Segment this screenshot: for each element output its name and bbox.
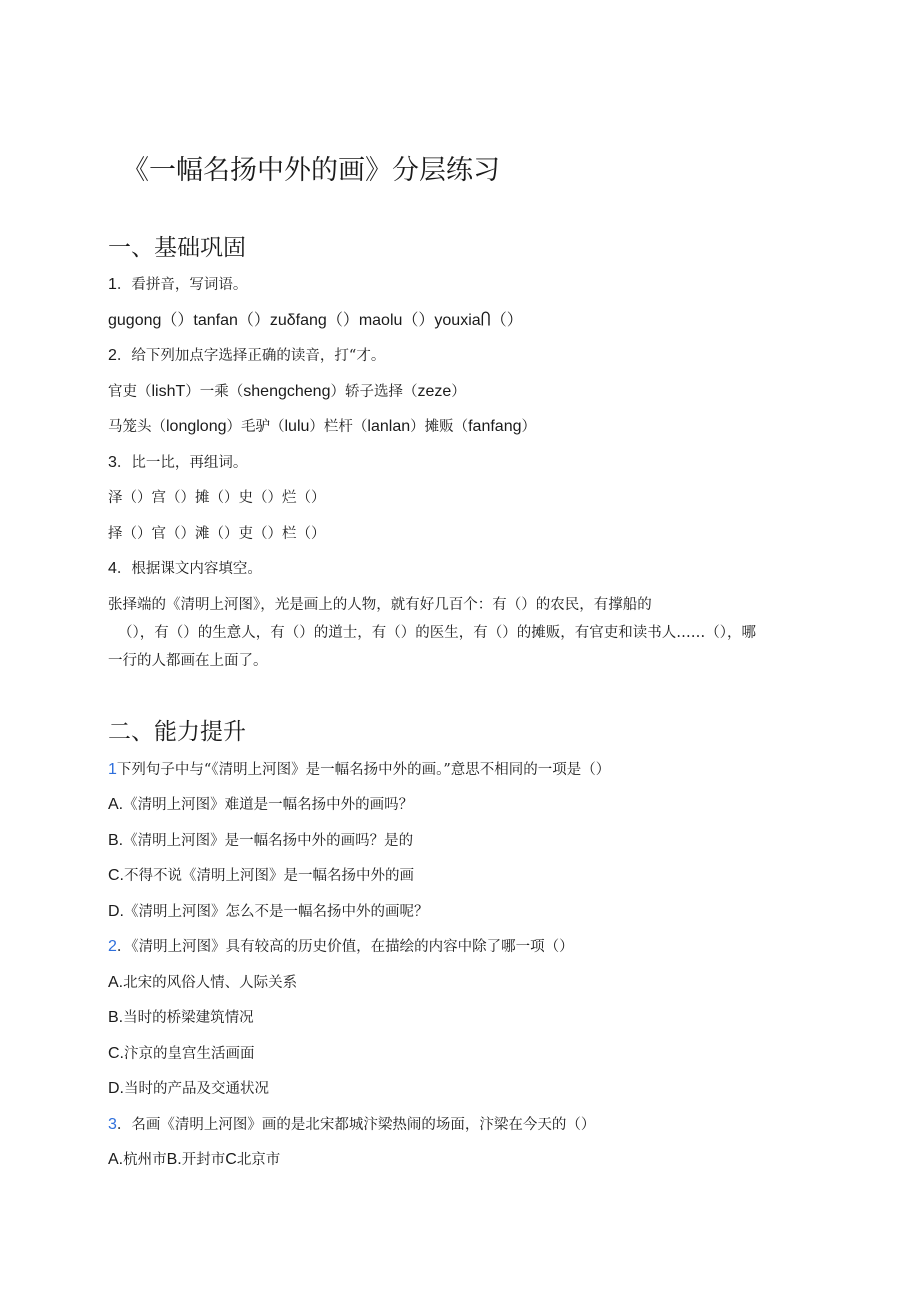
option-text: 北京市 — [236, 1152, 281, 1168]
option-letter: B. — [108, 1009, 124, 1026]
question-number: 1 — [108, 276, 117, 293]
word-text: ） — [451, 384, 466, 400]
question-text: ．名画《清明上河图》画的是北宋都城汴梁热闹的场面，汴梁在今天的（） — [116, 1117, 596, 1133]
question-2-3 — [108, 1115, 595, 1135]
pinyin-option: fanfang — [468, 418, 522, 435]
option-line-inline — [108, 1150, 280, 1170]
option-letter: A. — [108, 974, 124, 991]
option-letter: C — [225, 1151, 237, 1168]
option-text: 杭州市 — [123, 1152, 167, 1168]
section-heading-advanced: 二、能力提升 — [108, 719, 246, 745]
question-4 — [108, 559, 262, 579]
question-number: 2 — [108, 347, 117, 364]
option-letter: B. — [108, 832, 124, 849]
pinyin-option: lanlan — [367, 418, 411, 435]
option-text: 当时的产品及交通状况 — [124, 1081, 269, 1097]
word-text: ）轿子选择（ — [330, 384, 418, 400]
question-number: 1 — [108, 761, 117, 778]
option-line — [108, 1079, 269, 1099]
pinyin-blanks: gugong（）tanfan（）zuδfang（）maolu（）youxiaႶ（） — [108, 312, 523, 329]
question-3 — [108, 453, 247, 473]
option-text: 《清明上河图》难道是一幅名扬中外的画吗？ — [123, 797, 414, 813]
pinyin-option: lulu — [284, 418, 310, 435]
word-text: ）毛驴（ — [226, 419, 285, 435]
option-letter: D. — [108, 1080, 124, 1097]
option-text: 《清明上河图》怎么不是一幅名扬中外的画呢？ — [124, 904, 429, 920]
question-number: 2 — [108, 938, 117, 955]
word-text: ）栏杆（ — [309, 419, 368, 435]
question-text: ．比一比，再组词。 — [116, 455, 248, 471]
question-2 — [108, 346, 385, 366]
question-number: 3 — [108, 1116, 117, 1133]
option-text: 汴京的皇宫生活画面 — [124, 1046, 255, 1062]
option-line — [108, 1008, 254, 1028]
option-letter: D. — [108, 903, 124, 920]
word-text: ）一乘（ — [185, 384, 244, 400]
option-line — [108, 1044, 255, 1064]
option-line — [108, 902, 429, 922]
fill-blank-para-line-1: 张择端的《清明上河图》，光是画上的人物，就有好几百个：有（）的农民，有撑船的 — [108, 597, 652, 613]
page-title: 《一幅名扬中外的画》分层练习 — [122, 155, 500, 186]
option-line — [108, 973, 297, 993]
question-text: ．根据课文内容填空。 — [116, 561, 262, 577]
question-text: ．看拼音，写词语。 — [116, 277, 248, 293]
question-2-2 — [108, 937, 574, 957]
question-text: ．给下列加点字选择正确的读音，打“才。 — [116, 348, 386, 364]
option-letter: A. — [108, 796, 124, 813]
compare-line-2: 择（）官（）滩（）吏（）栏（） — [108, 526, 326, 542]
pinyin-option: shengcheng — [243, 383, 331, 400]
option-text: 北宋的风俗人情、人际关系 — [123, 975, 298, 991]
fill-blank-para-line-2: （），有（）的生意人，有（）的道士，有（）的医生，有（）的摊贩，有官吏和读书人……（），哪 — [118, 625, 756, 641]
question-number: 4 — [108, 560, 117, 577]
section-heading-basic: 一、基础巩固 — [108, 235, 246, 261]
word-text: 官吏（ — [108, 384, 152, 400]
word-text: ） — [521, 419, 536, 435]
compare-line-1: 泽（）宫（）摊（）史（）烂（） — [108, 490, 326, 506]
question-2-1 — [108, 760, 610, 780]
option-letter: C. — [108, 1045, 124, 1062]
question-1 — [108, 275, 247, 295]
option-line — [108, 795, 413, 815]
reading-choice-line-1 — [108, 382, 466, 402]
option-line — [108, 831, 413, 851]
question-text: ．《清明上河图》具有较高的历史价值，在描绘的内容中除了哪一项（） — [116, 939, 574, 955]
option-text: 开封市 — [181, 1152, 226, 1168]
question-text: 下列句子中与“《清明上河图》是一幅名扬中外的画。”意思不相同的一项是（） — [116, 762, 611, 778]
option-text: 《清明上河图》是一幅名扬中外的画吗？是的 — [123, 833, 414, 849]
pinyin-option: lishT — [151, 383, 186, 400]
word-text: 马笼头（ — [108, 419, 166, 435]
question-number: 3 — [108, 454, 117, 471]
reading-choice-line-2 — [108, 417, 536, 437]
word-text: ）摊贩（ — [410, 419, 469, 435]
option-text: 当时的桥梁建筑情况 — [123, 1010, 254, 1026]
pinyin-line — [108, 311, 523, 331]
option-letter: B. — [166, 1151, 182, 1168]
option-line — [108, 866, 414, 886]
fill-blank-para-line-3: 一行的人都画在上面了。 — [108, 653, 268, 669]
option-text: 不得不说《清明上河图》是一幅名扬中外的画 — [124, 868, 414, 884]
pinyin-option: longlong — [166, 418, 227, 435]
option-letter: A. — [108, 1151, 124, 1168]
pinyin-option: zeze — [417, 383, 452, 400]
option-letter: C. — [108, 867, 124, 884]
